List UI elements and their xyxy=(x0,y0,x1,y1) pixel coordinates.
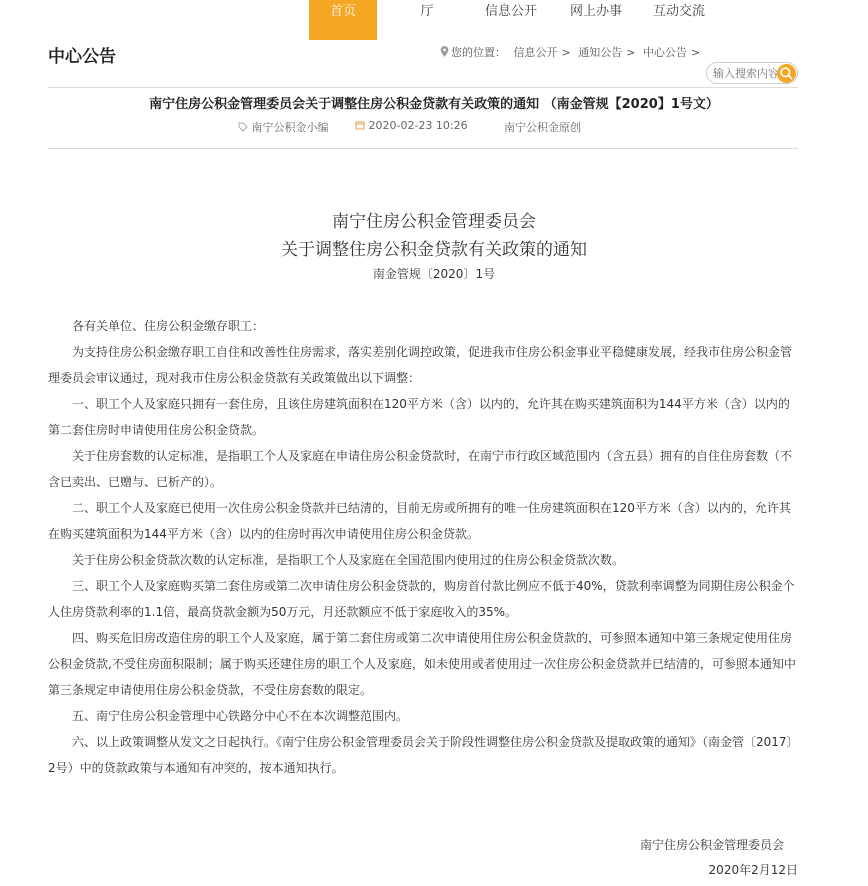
paragraph: 关于住房套数的认定标准，是指职工个人及家庭在申请住房公积金贷款时，在南宁市行政区域范围内（含五县）拥有的自住住房套数（不含已卖出、已赠与、已析产的）。 xyxy=(48,449,793,489)
salutation: 各有关单位、住房公积金缴存职工： xyxy=(72,319,265,333)
paragraph: 三、职工个人及家庭购买第二套住房或第二次申请住房公积金贷款的，购房首付款比例应不低于40%，贷款利率调整为同期住房公积金个人住房贷款利率的1.1倍，最高贷款金额为50万元，月还款额应不低于家庭收入的35%。 xyxy=(48,579,795,619)
sign-date: 2020年2月12日 xyxy=(708,863,798,877)
breadcrumb-item-center-notice[interactable]: 中心公告 xyxy=(642,46,687,59)
nav-info-public[interactable]: 信息公开 xyxy=(484,4,537,19)
doc-body xyxy=(48,313,800,781)
paragraph: 二、职工个人及家庭已使用一次住房公积金贷款并已结清的，目前无房或所拥有的唯一住房建筑面积在120平方米（含）以内的，允许其在购买建筑面积为144平方米（含）以内的住房时再次申请使用住房公积金贷款。 xyxy=(48,501,791,541)
nav-interaction[interactable]: 互动交流 xyxy=(652,4,705,19)
divider xyxy=(48,148,798,149)
breadcrumb-item-info-public[interactable]: 信息公开 xyxy=(513,46,558,59)
calendar-icon xyxy=(355,120,365,130)
nav-online-service[interactable]: 网上办事 xyxy=(569,4,622,19)
tag-icon xyxy=(238,122,248,132)
top-nav xyxy=(0,0,868,40)
nav-home[interactable]: 首页 xyxy=(309,0,377,40)
publish-date: 2020-02-23 10:26 xyxy=(368,119,468,132)
paragraph: 五、南宁住房公积金管理中心铁路分中心不在本次调整范围内。 xyxy=(72,709,409,723)
article-date xyxy=(355,119,468,132)
article-title: 南宁住房公积金管理委员会关于调整住房公积金贷款有关政策的通知 （南金管规【2020】1号文） xyxy=(149,97,719,112)
article-source: 南宁公积金原创 xyxy=(504,121,581,134)
paragraph: 为支持住房公积金缴存职工自住和改善性住房需求，落实差别化调控政策，促进我市住房公积金事业平稳健康发展，经我市住房公积金管理委员会审议通过，现对我市住房公积金贷款有关政策做出以下调整： xyxy=(48,345,793,385)
signature: 南宁住房公积金管理委员会 xyxy=(639,838,784,852)
divider xyxy=(48,87,798,88)
breadcrumb-separator: > xyxy=(626,46,636,59)
author-name: 南宁公积金小编 xyxy=(251,121,329,134)
doc-org: 南宁住房公积金管理委员会 xyxy=(332,212,536,232)
location-pin-icon xyxy=(440,46,449,57)
search-box xyxy=(706,62,798,84)
paragraph: 关于住房公积金贷款次数的认定标准，是指职工个人及家庭在全国范围内使用过的住房公积金贷款次数。 xyxy=(72,553,625,567)
paragraph: 四、购买危旧房改造住房的职工个人及家庭，属于第二套住房或第二次申请使用住房公积金贷款的，可参照本通知中第三条规定使用住房公积金贷款,不受住房面积限制；属于购买还建住房的职工个人及家庭，如未使用或者使用过一次住房公积金贷款并已结清的，可参照本通知中第三条规定申请使用住房公积金贷款，不受住房套数的限定。 xyxy=(48,631,796,697)
breadcrumb-prefix: 您的位置： xyxy=(451,46,506,59)
search-icon xyxy=(777,64,796,83)
article-author xyxy=(238,119,329,135)
nav-hall[interactable]: 厅 xyxy=(420,4,434,19)
search-button[interactable] xyxy=(777,64,796,83)
doc-title: 关于调整住房公积金贷款有关政策的通知 xyxy=(281,240,587,260)
section-title: 中心公告 xyxy=(48,47,116,67)
breadcrumb-separator: > xyxy=(690,46,701,59)
paragraph: 一、职工个人及家庭只拥有一套住房，且该住房建筑面积在120平方米（含）以内的，允许其在购买建筑面积为144平方米（含）以内的第二套住房时申请使用住房公积金贷款。 xyxy=(48,397,790,437)
paragraph: 六、以上政策调整从发文之日起执行。《南宁住房公积金管理委员会关于阶段性调整住房公积金贷款及提取政策的通知》（南金管〔2017〕2号）中的贷款政策与本通知有冲突的，按本通知执行。 xyxy=(48,735,799,775)
breadcrumb-separator: > xyxy=(561,46,571,59)
search-input[interactable] xyxy=(713,65,777,81)
doc-number: 南金管规〔2020〕1号 xyxy=(372,267,496,281)
breadcrumb-item-notices[interactable]: 通知公告 xyxy=(578,46,623,59)
breadcrumb xyxy=(440,44,704,60)
